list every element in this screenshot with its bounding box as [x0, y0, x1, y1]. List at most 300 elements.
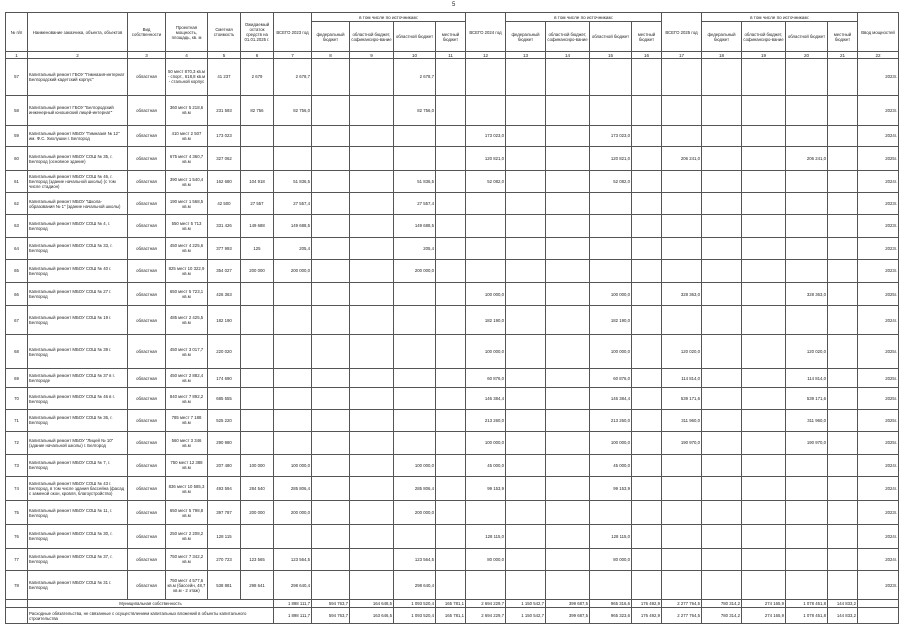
table-row [6, 368, 899, 388]
header-cell: Ввод мощностей [858, 13, 899, 52]
total-cell: 274 165,9 [742, 600, 786, 608]
row-number-cell: 73 [6, 455, 28, 477]
table-cell: 539 171,6 [786, 388, 828, 410]
row-number-cell: 71 [6, 410, 28, 432]
table-cell [786, 215, 828, 238]
table-cell: 52 082,0 [466, 170, 506, 193]
table-cell [828, 170, 858, 193]
row-number-cell: 65 [6, 260, 28, 283]
table-cell [394, 282, 436, 306]
table-cell: 560 мест 3 346 кв.м [166, 431, 208, 455]
table-row [6, 237, 899, 260]
table-cell [702, 125, 742, 147]
table-row [6, 260, 899, 283]
table-cell: 162 680 [208, 170, 241, 193]
header-group: в том числе по источникам: [702, 13, 858, 22]
table-cell [742, 524, 786, 548]
table-cell [702, 147, 742, 171]
table-cell: 354 027 [208, 260, 241, 283]
table-cell: 2023г. [858, 571, 899, 600]
table-cell [702, 306, 742, 335]
column-number: 5 [208, 52, 241, 59]
expense-total-row [6, 608, 899, 624]
table-cell [662, 125, 702, 147]
table-cell: 2023г. [858, 501, 899, 525]
table-cell [312, 368, 350, 388]
table-cell: 836 мест 10 585,3 кв.м [166, 476, 208, 501]
total-cell: 780 314,2 [702, 600, 742, 608]
table-cell [312, 170, 350, 193]
table-cell: 146 384,4 [466, 388, 506, 410]
table-cell [786, 237, 828, 260]
table-row [6, 215, 899, 238]
table-cell: 100 000,0 [590, 431, 632, 455]
row-number-cell: 63 [6, 215, 28, 238]
column-number: 17 [662, 52, 702, 59]
table-cell [436, 125, 466, 147]
row-number-cell: 57 [6, 59, 28, 96]
table-cell [786, 260, 828, 283]
table-cell: 149 688,5 [274, 215, 312, 238]
table-cell: 120 821,0 [466, 147, 506, 171]
object-name-cell: Капитальный ремонт МБОУ СОШ № 39 г. Белгород [28, 335, 128, 369]
table-cell [274, 306, 312, 335]
table-cell [350, 501, 394, 525]
table-cell [786, 548, 828, 571]
column-number: 9 [350, 52, 394, 59]
header-cell: местный бюджет [436, 22, 466, 52]
table-cell [786, 476, 828, 501]
table-cell [436, 571, 466, 600]
header-cell: местный бюджет [632, 22, 662, 52]
table-cell [632, 455, 662, 477]
table-cell: 2024г. [858, 455, 899, 477]
object-name-cell: Капитальный ремонт МБОУ "Гимназия № 12" им. Ф.С. Хихлушки г. Белгород [28, 125, 128, 147]
header-group: в том числе по источникам: [312, 13, 466, 22]
table-cell [828, 282, 858, 306]
table-row [6, 501, 899, 525]
table-cell [312, 59, 350, 96]
table-row [6, 193, 899, 215]
municipal-total-row [6, 600, 899, 608]
table-cell: областная [128, 476, 166, 501]
table-cell: 270 723 [208, 548, 241, 571]
table-cell: 290 980 [208, 431, 241, 455]
table-cell [702, 170, 742, 193]
column-number: 21 [828, 52, 858, 59]
table-cell [312, 306, 350, 335]
table-cell [312, 260, 350, 283]
table-cell [742, 431, 786, 455]
table-cell [436, 410, 466, 432]
table-cell [241, 335, 274, 369]
total-cell: 965 323,6 [590, 608, 632, 624]
table-cell [350, 388, 394, 410]
table-cell [632, 431, 662, 455]
table-cell [394, 524, 436, 548]
table-cell: 284 540 [241, 476, 274, 501]
table-cell: 377 993 [208, 237, 241, 260]
table-cell [786, 193, 828, 215]
object-name-cell: Капитальный ремонт МБОУ СОШ № 40 г. Белгород [28, 260, 128, 283]
total-cell: 165 781,1 [436, 608, 466, 624]
total-cell: 2 694 229,7 [466, 608, 506, 624]
total-cell: 1 093 520,4 [394, 600, 436, 608]
table-cell: 539 171,6 [662, 388, 702, 410]
table-cell: областная [128, 388, 166, 410]
table-cell: областная [128, 170, 166, 193]
total-cell: 176 492,9 [632, 608, 662, 624]
table-cell [662, 260, 702, 283]
table-cell: 123 565 [241, 548, 274, 571]
table-cell [350, 282, 394, 306]
table-cell [702, 476, 742, 501]
table-cell [662, 193, 702, 215]
row-number-cell: 58 [6, 95, 28, 125]
table-cell [466, 95, 506, 125]
table-cell [506, 306, 546, 335]
table-cell [506, 237, 546, 260]
table-cell: 2023г. [858, 59, 899, 96]
table-cell: 397 787 [208, 501, 241, 525]
table-cell [742, 193, 786, 215]
table-cell: 450 мест 2 882,4 кв.м [166, 368, 208, 388]
table-cell [662, 501, 702, 525]
table-cell [828, 95, 858, 125]
table-cell: 2024г. [858, 306, 899, 335]
header-cell: областной бюджет [394, 22, 436, 52]
table-cell [394, 431, 436, 455]
header-cell: федеральный бюджет [312, 22, 350, 52]
table-cell: 426 363 [208, 282, 241, 306]
object-name-cell: Капитальный ремонт МБОУ "Школа-образования № 1" (здание начальной школы) [28, 193, 128, 215]
table-cell [632, 476, 662, 501]
object-name-cell: Капитальный ремонт МБОУ СОШ № 33, г. Белгород [28, 237, 128, 260]
row-number-cell: 76 [6, 524, 28, 548]
table-cell: 2025г. [858, 335, 899, 369]
table-cell: 538 881 [208, 571, 241, 600]
table-cell [466, 59, 506, 96]
table-cell [702, 260, 742, 283]
object-name-cell: Капитальный ремонт МБОУ "Лицей № 10" (здание начальной школы) г. Белгород [28, 431, 128, 455]
table-cell: 149 688 [241, 215, 274, 238]
object-name-cell: Капитальный ремонт МБОУ СОШ № 43 г. Белгород, в том числе здания бассейна (фасад с заменой окон, кровля, благоустройство) [28, 476, 128, 501]
object-name-cell: Капитальный ремонт МБОУ СОШ № 35, г. Белгород (основное здание) [28, 147, 128, 171]
table-cell [546, 388, 590, 410]
table-cell: 213 260,0 [466, 410, 506, 432]
table-cell: 114 814,0 [786, 368, 828, 388]
header-cell: областной бюджет, софинансиро-вание [742, 22, 786, 52]
table-cell: 174 690 [208, 368, 241, 388]
table-cell: 200 000,0 [274, 501, 312, 525]
table-cell: 182 190 [208, 306, 241, 335]
column-number: 1 [6, 52, 28, 59]
table-row [6, 95, 899, 125]
object-name-cell: Капитальный ремонт ГБОУ "Гимназия-интернат Белгородский кадетский корпус" [28, 59, 128, 96]
table-cell [436, 193, 466, 215]
table-cell [662, 59, 702, 96]
table-cell: 410 мест 2 507 кв.м [166, 125, 208, 147]
table-cell [742, 147, 786, 171]
table-cell: 250 мест 2 208,2 кв.м [166, 524, 208, 548]
table-cell [274, 147, 312, 171]
table-row [6, 282, 899, 306]
table-cell [742, 260, 786, 283]
table-cell [828, 147, 858, 171]
table-cell [241, 524, 274, 548]
table-cell [742, 306, 786, 335]
table-cell [506, 501, 546, 525]
table-cell [436, 59, 466, 96]
column-number: 13 [506, 52, 546, 59]
table-cell [742, 215, 786, 238]
table-cell [828, 410, 858, 432]
header-cell: областной бюджет [590, 22, 632, 52]
table-cell [312, 455, 350, 477]
table-cell: 220 020 [208, 335, 241, 369]
table-cell [436, 431, 466, 455]
table-cell [786, 455, 828, 477]
table-cell [436, 147, 466, 171]
table-cell: 173 023,0 [590, 125, 632, 147]
total-cell: 2 694 229,7 [466, 600, 506, 608]
table-cell: областная [128, 548, 166, 571]
table-cell: 100 000 [241, 455, 274, 477]
table-cell [350, 335, 394, 369]
header-cell: федеральный бюджет [702, 22, 742, 52]
table-cell [436, 335, 466, 369]
table-cell [590, 260, 632, 283]
table-cell [506, 215, 546, 238]
table-cell [394, 388, 436, 410]
table-cell [828, 215, 858, 238]
table-cell: областная [128, 215, 166, 238]
table-cell [702, 95, 742, 125]
table-cell: 146 384,4 [590, 388, 632, 410]
table-cell [546, 125, 590, 147]
column-number: 12 [466, 52, 506, 59]
table-cell: 51 836,5 [274, 170, 312, 193]
table-cell [546, 306, 590, 335]
table-cell [274, 431, 312, 455]
table-cell [828, 193, 858, 215]
table-cell: 2024г. [858, 170, 899, 193]
table-cell [546, 548, 590, 571]
table-cell [312, 282, 350, 306]
table-cell [241, 306, 274, 335]
table-cell [786, 501, 828, 525]
table-cell [632, 368, 662, 388]
table-cell: 2025г. [858, 282, 899, 306]
table-cell [546, 476, 590, 501]
table-cell: 2024г. [858, 125, 899, 147]
table-cell: 2024г. [858, 524, 899, 548]
table-cell [702, 335, 742, 369]
table-header [6, 13, 899, 59]
table-cell: областная [128, 501, 166, 525]
table-cell [632, 501, 662, 525]
table-cell [742, 95, 786, 125]
row-number-cell: 60 [6, 147, 28, 171]
table-cell [546, 335, 590, 369]
table-cell [350, 95, 394, 125]
table-cell: 82 756,0 [394, 95, 436, 125]
header-cell: Ожидаемый остаток средств на 01.01.2025 г. [241, 13, 274, 52]
header-cell: федеральный бюджет [506, 22, 546, 52]
row-number-cell: 70 [6, 388, 28, 410]
table-row [6, 431, 899, 455]
table-cell [274, 410, 312, 432]
table-cell: 331 426 [208, 215, 241, 238]
table-cell [350, 147, 394, 171]
table-cell [350, 260, 394, 283]
table-cell: областная [128, 306, 166, 335]
table-cell [436, 455, 466, 477]
table-cell: 100 000,0 [466, 282, 506, 306]
table-cell: 100 000,0 [466, 335, 506, 369]
table-cell [506, 193, 546, 215]
table-cell [590, 237, 632, 260]
table-cell [350, 455, 394, 477]
table-cell [546, 368, 590, 388]
table-cell [506, 388, 546, 410]
table-cell: 2 678,7 [394, 59, 436, 96]
table-cell [312, 431, 350, 455]
table-cell [546, 170, 590, 193]
table-cell [546, 571, 590, 600]
table-cell [546, 410, 590, 432]
table-cell: 60 876,0 [466, 368, 506, 388]
table-cell: 200 000,0 [394, 501, 436, 525]
table-cell: 2024г. [858, 476, 899, 501]
table-cell [436, 237, 466, 260]
table-cell: 298 640,4 [274, 571, 312, 600]
table-cell: 328 363,0 [786, 282, 828, 306]
table-cell: 2025г. [858, 147, 899, 171]
table-cell [662, 548, 702, 571]
table-cell [436, 215, 466, 238]
table-cell: 99 153,9 [466, 476, 506, 501]
table-cell [436, 548, 466, 571]
table-cell [742, 455, 786, 477]
table-cell [506, 368, 546, 388]
table-cell: 120 020,0 [662, 335, 702, 369]
header-cell: ВСЕГО 2023 год [274, 13, 312, 52]
table-cell: 149 688,5 [394, 215, 436, 238]
table-cell [590, 501, 632, 525]
table-cell: 200 000,0 [274, 260, 312, 283]
table-cell [350, 170, 394, 193]
column-number: 20 [786, 52, 828, 59]
table-cell [241, 147, 274, 171]
table-cell [828, 335, 858, 369]
table-cell: 200 000,0 [394, 260, 436, 283]
table-cell: 99 153,9 [590, 476, 632, 501]
table-cell: 327 062 [208, 147, 241, 171]
table-cell: 2023г. [858, 237, 899, 260]
table-cell: 182 190,0 [466, 306, 506, 335]
row-number-cell: 59 [6, 125, 28, 147]
table-cell [274, 368, 312, 388]
table-cell [702, 524, 742, 548]
table-cell [632, 410, 662, 432]
header-cell: местный бюджет [828, 22, 858, 52]
table-cell [742, 125, 786, 147]
table-row [6, 455, 899, 477]
table-cell [742, 548, 786, 571]
table-cell [702, 59, 742, 96]
table-cell [350, 548, 394, 571]
total-cell: 1 150 542,7 [506, 600, 546, 608]
table-cell [350, 125, 394, 147]
table-cell [350, 431, 394, 455]
table-cell [466, 237, 506, 260]
table-cell [632, 215, 662, 238]
table-cell [702, 368, 742, 388]
table-cell [506, 125, 546, 147]
table-cell [702, 237, 742, 260]
header-cell: областной бюджет, софинансиро-вание [350, 22, 394, 52]
table-cell: 200 000 [241, 260, 274, 283]
total-cell: 780 314,2 [702, 608, 742, 624]
table-cell [632, 388, 662, 410]
total-cell: 164 648,5 [350, 600, 394, 608]
column-number: 6 [241, 52, 274, 59]
table-cell: 685 555 [208, 388, 241, 410]
table-cell: 2023г. [858, 95, 899, 125]
table-cell [274, 282, 312, 306]
table-cell [590, 95, 632, 125]
table-cell [241, 410, 274, 432]
table-cell: областная [128, 260, 166, 283]
table-cell: 42 500 [208, 193, 241, 215]
table-cell: 100 000,0 [590, 335, 632, 369]
table-cell: 100 000,0 [466, 431, 506, 455]
table-cell [436, 260, 466, 283]
table-cell: 2025г. [858, 410, 899, 432]
table-cell [702, 282, 742, 306]
table-cell [828, 260, 858, 283]
table-cell: 80 000,0 [590, 548, 632, 571]
table-body [6, 59, 899, 600]
column-number: 7 [274, 52, 312, 59]
table-cell: 51 836,5 [394, 170, 436, 193]
object-name-cell: Капитальный ремонт МБОУ СОШ № 46, г. Белгород (здание начальной школы) (с том числе стадион) [28, 170, 128, 193]
object-name-cell: Капитальный ремонт МБОУ СОШ № 36, г. Белгород [28, 410, 128, 432]
table-cell [742, 335, 786, 369]
table-cell [632, 306, 662, 335]
table-row [6, 59, 899, 96]
table-cell [662, 95, 702, 125]
table-cell [828, 431, 858, 455]
table-cell [632, 125, 662, 147]
table-cell: 190 970,0 [662, 431, 702, 455]
table-cell: 128 115 [208, 524, 241, 548]
table-cell: 190 мест 1 568,5 кв.м [166, 193, 208, 215]
table-cell: 206 241,0 [662, 147, 702, 171]
table-cell [241, 388, 274, 410]
table-cell [506, 476, 546, 501]
table-cell [828, 455, 858, 477]
total-cell: 594 763,7 [312, 600, 350, 608]
header-group: в том числе по источникам: [506, 13, 662, 22]
table-cell: 207 480 [208, 455, 241, 477]
row-number-cell: 78 [6, 571, 28, 600]
object-name-cell: Капитальный ремонт МБОУ СОШ № 37 в г. Белгороде [28, 368, 128, 388]
table-cell [786, 170, 828, 193]
table-cell [436, 368, 466, 388]
table-cell [312, 193, 350, 215]
